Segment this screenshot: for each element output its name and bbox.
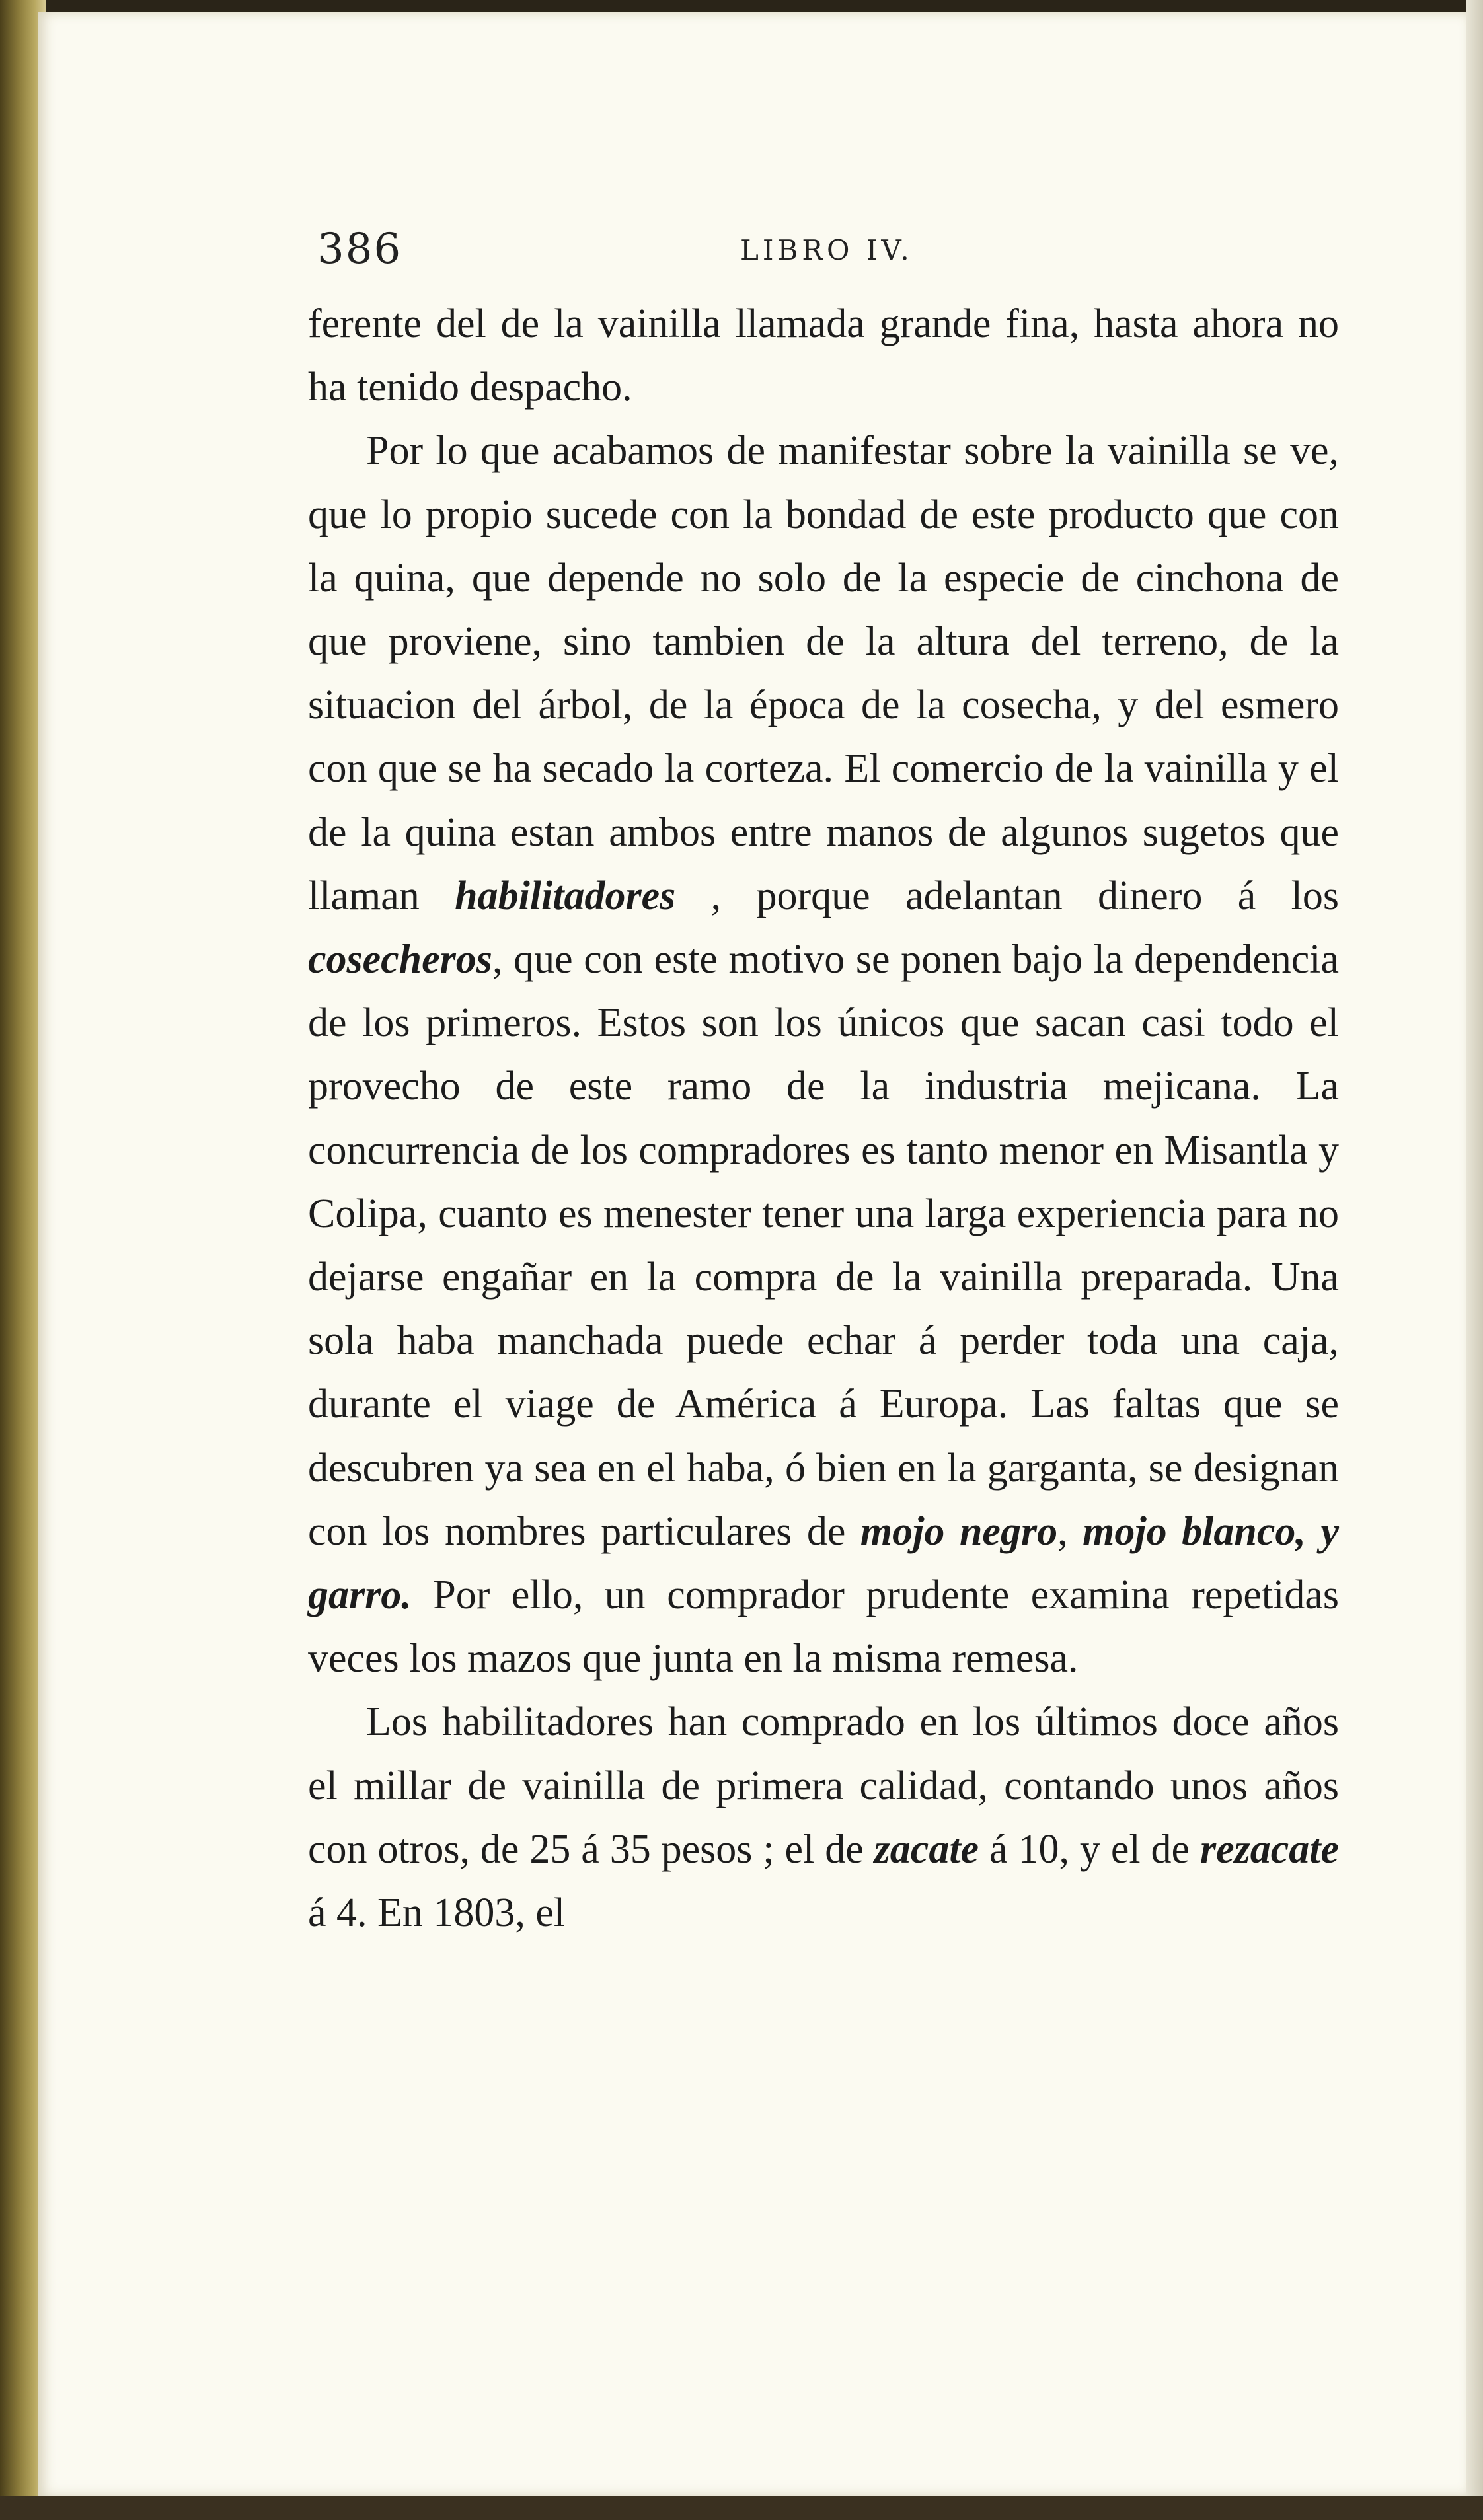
- paragraph: [308, 419, 1339, 1690]
- italic-term: cosecheros: [308, 937, 492, 982]
- paragraph: [308, 292, 1339, 419]
- italic-term: zacate: [874, 1826, 979, 1872]
- text-segment: Los habilitadores han comprado en los últimos doce años el millar de vainilla de primera calidad, contando unos años con otros, de 25 á 35 pesos ; el de: [308, 1699, 1339, 1872]
- text-segment: Por ello, un comprador prudente examina repetidas veces los mazos que junta en la misma remesa.: [308, 1573, 1339, 1682]
- text-segment: á 10, y el de: [979, 1826, 1200, 1872]
- italic-term: mojo blanco, y garro.: [308, 1508, 1339, 1618]
- text-segment: , que con este motivo se ponen bajo la dependencia de los primeros. Estos son los únicos que sacan casi todo el provecho de este ramo de la industria mejicana. La concurrencia de los compradores es tanto menor en Misantla y Colipa, cuanto es menester tener una larga experiencia para no dejarse engañar en la compra de la vainilla preparada. Una sola haba manchada puede echar á perder toda una caja, durante el viage de América á Europa. Las faltas que se descubren ya sea en el haba, ó bien en la garganta, se designan con los nombres particulares de: [308, 937, 1339, 1554]
- text-segment: á 4. En 1803, el: [308, 1890, 566, 1936]
- page-edge-bottom: [0, 2496, 1483, 2520]
- italic-term: rezacate: [1199, 1826, 1339, 1872]
- text-segment: ferente del de la vainilla llamada grande fina, hasta ahora no ha tenido despacho.: [308, 301, 1339, 410]
- page-edge-right: [1466, 0, 1483, 2520]
- italic-term: mojo negro: [860, 1508, 1058, 1554]
- text-segment: ,: [1057, 1508, 1083, 1554]
- running-head: LIBRO IV.: [740, 234, 913, 266]
- italic-term: habilitadores: [455, 873, 676, 918]
- text-segment: , porque adelantan dinero á los: [675, 873, 1339, 918]
- text-segment: Por lo que acabamos de manifestar sobre la vainilla se ve, que lo propio sucede con la bondad de este producto que con la quina, que depende no solo de la especie de cinchona de que proviene, sino tambien de la altura del terreno, de la situacion del árbol, de la época de la cosecha, y del esmero con que se ha secado la corteza. El comercio de la vainilla y el de la quina estan ambos entre manos de algunos sugetos que llaman: [308, 428, 1339, 918]
- paragraph: [308, 1690, 1339, 1945]
- body-text: [308, 292, 1339, 1945]
- page-header: [271, 225, 1328, 278]
- page-number: 386: [317, 225, 402, 274]
